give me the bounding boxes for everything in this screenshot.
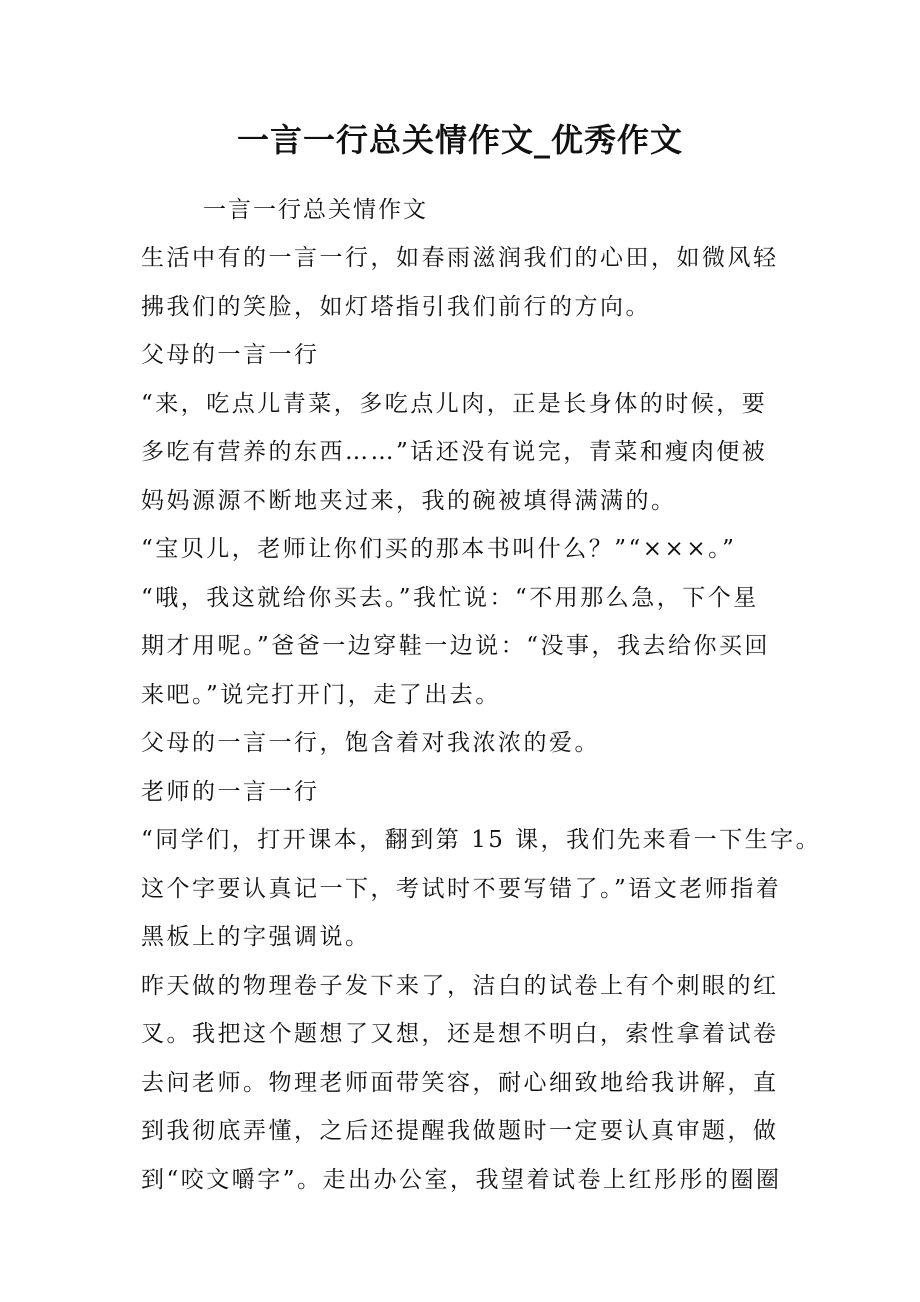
- document-subtitle: 一言一行总关情作文: [203, 197, 428, 223]
- text-line: 叉。我把这个题想了又想，还是想不明白，索性拿着试卷: [141, 1021, 779, 1047]
- text-line: 妈妈源源不断地夹过来，我的碗被填得满满的。: [141, 487, 677, 514]
- text-line: 去问老师。物理老师面带笑容，耐心细致地给我讲解，直: [141, 1069, 779, 1096]
- document-body: [141, 240, 822, 1210]
- text-line: “宝贝儿，老师让你们买的那本书叫什么？”“×××。”: [141, 536, 737, 562]
- text-line: “同学们，打开课本，翻到第 15 课，我们先来看一下生字。: [141, 827, 822, 853]
- text-line: 期才用呢。”爸爸一边穿鞋一边说：“没事，我去给你买回: [141, 633, 771, 659]
- text-line: 父母的一言一行，饱含着对我浓浓的爱。: [141, 730, 600, 756]
- text-line: 这个字要认真记一下，考试时不要写错了。”语文老师指着: [141, 875, 782, 902]
- text-line: “哦，我这就给你买去。”我忙说：“不用那么急，下个星: [141, 584, 759, 611]
- text-line: 昨天做的物理卷子发下来了，洁白的试卷上有个刺眼的红: [141, 972, 779, 999]
- text-line: 到“咬文嚼字”。走出办公室，我望着试卷上红彤彤的圈圈: [141, 1166, 782, 1193]
- text-line: 到我彻底弄懂，之后还提醒我做题时一定要认真审题，做: [141, 1118, 779, 1144]
- document-title: 一言一行总关情作文_优秀作文: [236, 121, 683, 159]
- text-line: 来吧。”说完打开门，走了出去。: [141, 681, 501, 708]
- text-line: 黑板上的字强调说。: [141, 924, 371, 950]
- section-heading-parents: 父母的一言一行: [141, 342, 320, 368]
- text-line: 生活中有的一言一行，如春雨滋润我们的心田，如微风轻: [141, 245, 779, 271]
- section-heading-teachers: 老师的一言一行: [141, 778, 320, 805]
- text-line: “来，吃点儿青菜，多吃点儿肉，正是长身体的时候，要: [141, 390, 768, 417]
- text-line: 拂我们的笑脸，如灯塔指引我们前行的方向。: [141, 293, 651, 320]
- text-line: 多吃有营养的东西……”话还没有说完，青菜和瘦肉便被: [141, 439, 768, 465]
